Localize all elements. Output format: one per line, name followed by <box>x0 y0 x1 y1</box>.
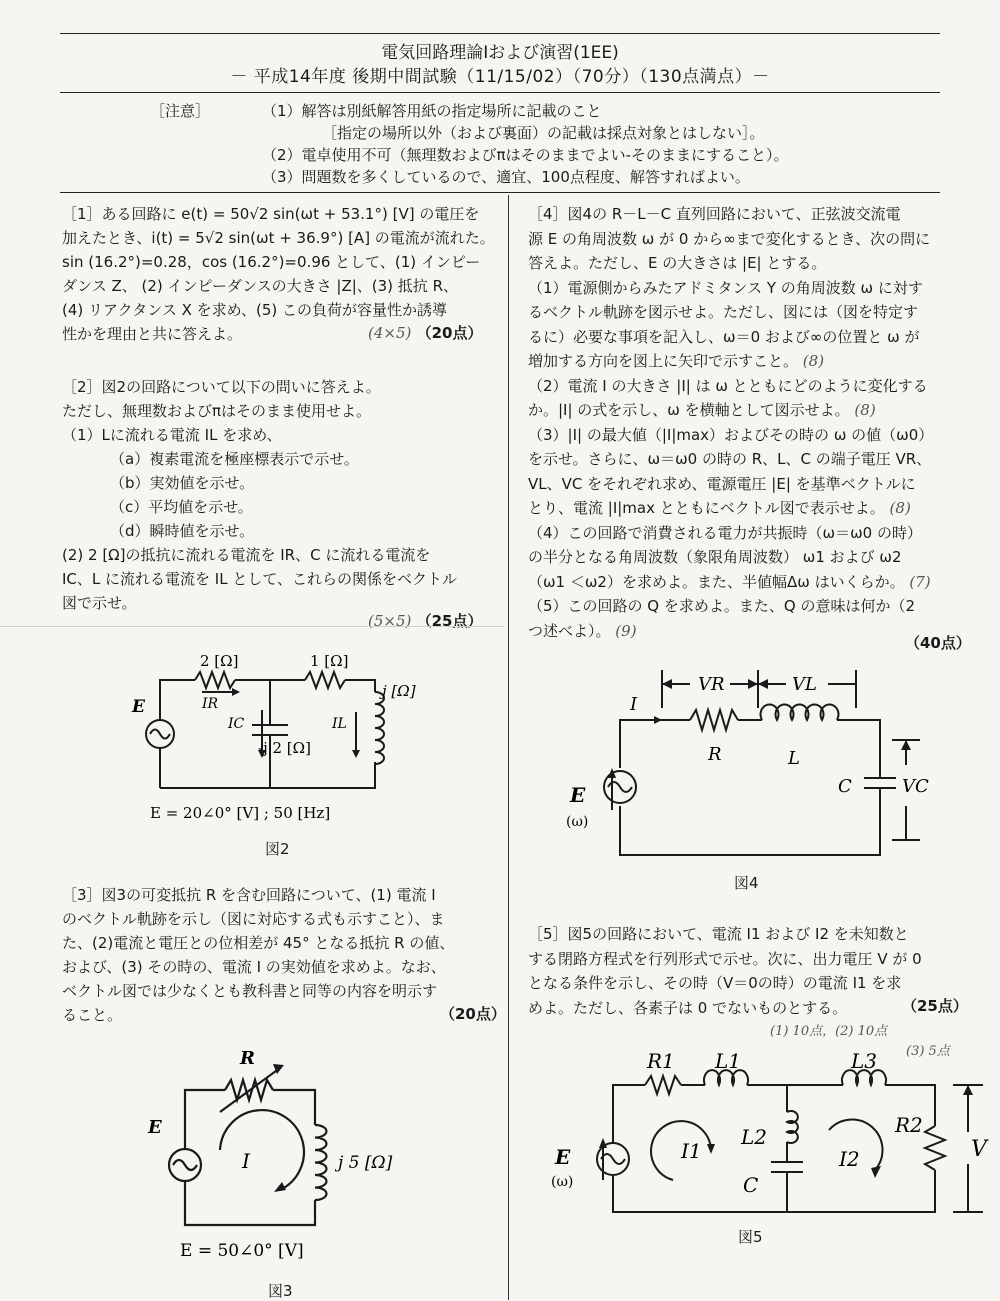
q1-line: 加えたとき、i(t) = 5√2 sin(ωt + 36.9°) [A] の電流が流れた。 <box>62 229 495 247</box>
fig2-r1-label: 2 [Ω] <box>200 652 239 670</box>
q4-hand-note: (8) <box>889 499 911 517</box>
q2-line: （1）Lに流れる電流 IL を求め、 <box>62 426 282 444</box>
fig2-il-label: IL <box>332 716 347 732</box>
note-item: （2）電卓使用不可（無理数およびπはそのままでよい-そのままにすること）。 <box>262 146 789 164</box>
q2-line: ［2］図2の回路について以下の問いに答えよ。 <box>62 378 381 396</box>
question-5 <box>528 922 922 1020</box>
q2-hand-note: (5×5) <box>368 612 412 630</box>
q2-points <box>368 610 482 631</box>
q3-line: のベクトル軌跡を示し（図に対応する式も示すこと）、ま <box>62 910 445 928</box>
header-bottom-rule <box>60 92 940 93</box>
page-title: 電気回路理論Ⅰおよび演習(1EE) <box>381 43 619 63</box>
figure-5-caption: 図5 <box>738 1228 763 1246</box>
fig4-r-label: R <box>708 744 722 765</box>
q1-line: ［1］ある回路に e(t) = 50√2 sin(ωt + 53.1°) [V] の電圧を <box>62 205 480 223</box>
q2-line: （b）実効値を示せ。 <box>110 474 255 492</box>
q5-line: となる条件を示し、その時（V＝0の時）の電流 I1 を求 <box>528 974 902 992</box>
question-2 <box>62 375 457 615</box>
q5-line: する閉路方程式を行列形式で示せ。次に、出力電圧 V が 0 <box>528 949 922 968</box>
fig2-c-label: -j 2 [Ω] <box>258 739 311 757</box>
q4-line: （4）この回路で消費される電力が共振時（ω＝ω0 の時） <box>528 523 922 542</box>
q1-hand-note: (4×5) <box>368 324 412 342</box>
q1-line: 性かを理由と共に答えよ。 <box>62 325 243 343</box>
q5-line: めよ。ただし、各素子は 0 でないものとする。 <box>528 998 848 1017</box>
q2-line: (2) 2 [Ω]の抵抗に流れる電流を IR、C に流れる電流を <box>62 546 431 564</box>
fig5-l2-label: L2 <box>741 1125 768 1149</box>
q2-line: （a）複素電流を極座標表示で示せ。 <box>110 450 359 468</box>
q2-line: IC、L に流れる電流を IL として、これらの関係をベクトル <box>62 570 458 588</box>
fig5-l1-label: L1 <box>715 1049 742 1073</box>
q4-points: （40点） <box>905 634 971 652</box>
fig2-r2-label: 1 [Ω] <box>310 652 349 670</box>
fig5-r1-label: R1 <box>647 1049 675 1073</box>
q3-line: ベクトル図では少なくとも教科書と同等の内容を明示す <box>62 982 438 1000</box>
note-item: ［指定の場所以外（および裏面）の記載は採点対象とはしない］。 <box>322 124 765 142</box>
column-divider <box>508 195 509 1300</box>
q1-line: (4) リアクタンス X を求め、(5) この負荷が容量性か誘導 <box>62 301 448 319</box>
q4-line: ［4］図4の R－L－C 直列回路において、正弦波交流電 <box>528 205 901 223</box>
notes-bottom-rule <box>60 192 940 193</box>
question-4 <box>528 202 933 643</box>
fig2-ir-label: IR <box>202 696 219 712</box>
fig5-e-label: E <box>555 1145 571 1169</box>
scan-seam <box>0 626 505 627</box>
q4-hand-note: (8) <box>854 401 876 419</box>
q4-line: を示せ。さらに、ω＝ω0 の時の R、L、C の端子電圧 VR、 <box>528 450 932 468</box>
fig5-r2-label: R2 <box>895 1113 923 1137</box>
note-item: （1）解答は別紙解答用紙の指定場所に記載のこと <box>262 102 602 120</box>
page-subtitle: － 平成14年度 後期中間試験（11/15/02）（70分）（130点満点）－ <box>230 67 770 87</box>
fig4-vr-label: VR <box>698 674 725 695</box>
fig5-i1-label: I1 <box>681 1139 702 1163</box>
q2-line: 図で示せ。 <box>62 594 137 612</box>
q3-line: た、(2)電流と電圧との位相差が 45° となる抵抗 R の値、 <box>62 934 455 952</box>
q4-line: つ述べよ）。 <box>528 621 611 640</box>
q5-hand-note-1: (1) 10点，(2) 10点 <box>770 1024 888 1039</box>
q5-hand-note-2: (3) 5点 <box>906 1044 950 1059</box>
fig5-omega-label: (ω) <box>551 1174 574 1190</box>
q2-points-value: （25点） <box>416 612 483 630</box>
q3-points: （20点） <box>440 1005 506 1023</box>
q1-points <box>368 322 482 343</box>
note-item: （3）問題数を多くしているので、適宜、100点程度、解答すればよい。 <box>262 168 750 186</box>
q4-line: 源 E の角周波数 ω が 0 から∞まで変化するとき、次の問に <box>528 229 931 248</box>
q4-hand-note: (8) <box>802 352 825 370</box>
question-3 <box>62 883 454 1027</box>
fig4-omega-label: (ω) <box>566 814 589 830</box>
fig4-e-label: E <box>570 783 586 807</box>
q5-line: ［5］図5の回路において、電流 I1 および I2 を未知数と <box>528 925 909 943</box>
q4-line: （1）電源側からみたアドミタンス Y の角周波数 ω に対す <box>528 278 923 297</box>
fig4-i-label: I <box>630 694 638 715</box>
fig5-v-label: V <box>971 1137 987 1162</box>
q1-line: sin (16.2°)=0.28，cos (16.2°)=0.96 として、(1) インピー <box>62 253 481 271</box>
notes-label: ［注意］ <box>150 102 211 120</box>
q4-line: の半分となる角周波数（象限角周波数） ω1 および ω2 <box>528 548 902 566</box>
q2-line: （d）瞬時値を示せ。 <box>110 522 255 540</box>
q4-line: （2）電流 I の大きさ |I| は ω とともにどのように変化する <box>528 376 928 395</box>
q4-line: か。|I| の式を示し、ω を横軸として図示せよ。 <box>528 401 850 419</box>
q2-line: （c）平均値を示せ。 <box>110 498 253 516</box>
fig5-c-label: C <box>743 1173 759 1197</box>
q4-line: （ω1 ＜ω2）を求めよ。また、半値幅Δω はいくらか。 <box>528 572 905 591</box>
fig3-e-label: E <box>148 1117 162 1138</box>
q3-line: および、(3) その時の、電流 I の実効値を求めよ。なお、 <box>62 958 446 976</box>
q4-line: るベクトル軌跡を図示せよ。ただし、図には（図を特定す <box>528 303 919 321</box>
fig2-source-label: E = 20∠0° [V] ; 50 [Hz] <box>150 804 331 822</box>
figure-4-circuit <box>550 660 970 870</box>
q3-line: ［3］図3の可変抵抗 R を含む回路について、(1) 電流 I <box>62 886 436 904</box>
figure-2-circuit <box>120 630 440 830</box>
q4-line: るに）必要な事項を記入し、ω＝0 および∞の位置と ω が <box>528 327 920 346</box>
q4-line: （3）|I| の最大値（|I|max）およびその時の ω の値（ω0） <box>528 425 934 444</box>
q4-line: とり、電流 |I|max とともにベクトル図で表示せよ。 <box>528 499 885 517</box>
fig4-c-label: C <box>838 776 852 797</box>
q4-hand-note: (9) <box>615 621 637 640</box>
q1-line: ダンス Z、 (2) インピーダンスの大きさ |Z|、(3) 抵抗 R、 <box>62 277 458 295</box>
q5-points: （25点） <box>902 997 968 1015</box>
fig3-source-label: E = 50∠0° [V] <box>180 1241 304 1261</box>
header-top-rule <box>60 33 940 34</box>
q4-line: 答えよ。ただし、E の大きさは |E| とする。 <box>528 254 827 272</box>
fig2-l-label: j [Ω] <box>382 682 416 700</box>
fig2-e-label: E <box>132 697 145 717</box>
q4-hand-note: (7) <box>909 572 931 591</box>
fig5-i2-label: I2 <box>839 1147 860 1171</box>
q2-line: ただし、無理数およびπはそのまま使用せよ。 <box>62 402 372 420</box>
fig2-ic-label: IC <box>228 716 245 732</box>
figure-2-caption: 図2 <box>265 840 290 858</box>
q1-points-value: （20点） <box>416 324 483 342</box>
q4-line: 増加する方向を図上に矢印で示すこと。 <box>528 352 799 370</box>
fig3-l-label: j 5 [Ω] <box>338 1153 393 1173</box>
figure-4-caption: 図4 <box>734 874 759 892</box>
figure-5-circuit <box>535 1040 995 1230</box>
figure-3-circuit <box>140 1040 440 1270</box>
fig4-l-label: L <box>788 748 800 769</box>
figure-3-caption: 図3 <box>268 1282 293 1300</box>
q3-line: ること。 <box>62 1006 123 1024</box>
q4-line: （5）この回路の Q を求めよ。また、Q の意味は何か（2 <box>528 597 916 615</box>
fig3-i-label: I <box>242 1149 250 1173</box>
fig3-r-label: R <box>240 1048 255 1069</box>
fig4-vc-label: VC <box>902 776 929 797</box>
fig4-vl-label: VL <box>792 674 817 695</box>
q4-line: VL、VC をそれぞれ求め、電源電圧 |E| を基準ベクトルに <box>528 474 916 493</box>
fig5-l3-label: L3 <box>851 1049 878 1073</box>
